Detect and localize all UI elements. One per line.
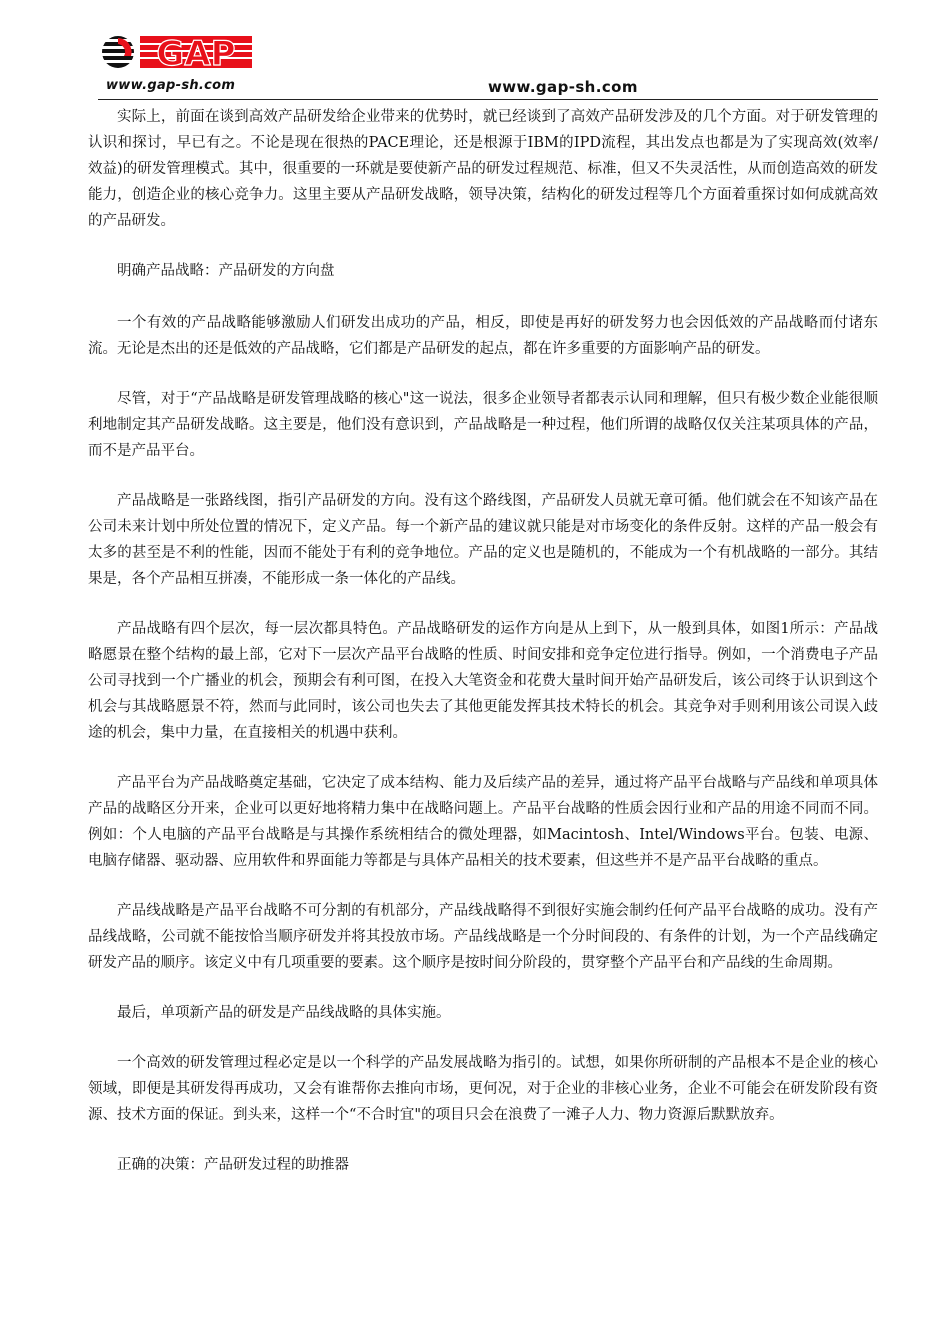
paragraph: 最后，单项新产品的研发是产品线战略的具体实施。 bbox=[117, 1005, 451, 1021]
document-body bbox=[88, 104, 878, 1204]
logo-letters: GAP bbox=[156, 34, 236, 74]
paragraph: 产品战略是一张路线图，指引产品研发的方向。没有这个路线图，产品研发人员就无章可循。他们就会在不知该产品在公司未来计划中所处位置的情况下，定义产品。每一个新产品的建议就只能是对市场变化的条件反射。这样的产品一般会有太多的甚至是不利的性能，因而不能处于有利的竞争地位。产品的定义也是随机的，不能成为一个有机战略的一部分。其结果是，各个产品相互拼凑，不能形成一条一体化的产品线。 bbox=[88, 493, 878, 587]
paragraph-intro: 实际上，前面在谈到高效产品研发给企业带来的优势时，就已经谈到了高效产品研发涉及的几个方面。对于研发管理的认识和探讨，早已有之。不论是现在很热的PACE理论，还是根源于IBM的IPD流程，其出发点也都是为了实现高效(效率/效益)的研发管理模式。其中，很重要的一环就是要使新产品的研发过程规范、标准，但又不失灵活性，从而创造高效的研发能力，创造企业的核心竞争力。这里主要从产品研发战略，领导决策，结构化的研发过程等几个方面着重探讨如何成就高效的产品研发。 bbox=[88, 109, 878, 229]
gap-logo bbox=[98, 28, 258, 98]
header-website-link[interactable]: www.gap-sh.com bbox=[488, 78, 638, 96]
paragraph: 产品平台为产品战略奠定基础，它决定了成本结构、能力及后续产品的差异，通过将产品平台战略与产品线和单项具体产品的战略区分开来，企业可以更好地将精力集中在战略问题上。产品平台战略的性质会因行业和产品的用途不同而不同。例如：个人电脑的产品平台战略是与其操作系统相结合的微处理器，如Macintosh、Intel/Windows平台。包装、电源、电脑存储器、驱动器、应用软件和界面能力等都是与具体产品相关的技术要素，但这些并不是产品平台战略的重点。 bbox=[88, 775, 878, 869]
paragraph: 产品线战略是产品平台战略不可分割的有机部分，产品线战略得不到很好实施会制约任何产品平台战略的成功。没有产品线战略，公司就不能按恰当顺序研发并将其投放市场。产品线战略是一个分时间段的、有条件的计划，为一个产品线确定研发产品的顺序。该定义中有几项重要的要素。这个顺序是按时间分阶段的，贯穿整个产品平台和产品线的生命周期。 bbox=[88, 903, 878, 971]
logo-url-text: www.gap-sh.com bbox=[106, 78, 236, 93]
paragraph: 尽管，对于“产品战略是研发管理战略的核心"这一说法，很多企业领导者都表示认同和理解，但只有极少数企业能很顺利地制定其产品研发战略。这主要是，他们没有意识到，产品战略是一种过程，他们所谓的战略仅仅关注某项具体的产品，而不是产品平台。 bbox=[88, 391, 878, 459]
gap-logo-icon bbox=[98, 30, 258, 76]
page-header bbox=[98, 28, 878, 100]
paragraph: 一个高效的研发管理过程必定是以一个科学的产品发展战略为指引的。试想，如果你所研制的产品根本不是企业的核心领域，即便是其研发得再成功，又会有谁帮你去推向市场，更何况，对于企业的非核心业务，企业不可能会在研发阶段有资源、技术方面的保证。到头来，这样一个“不合时宜"的项目只会在浪费了一滩子人力、物力资源后默默放弃。 bbox=[88, 1055, 878, 1123]
header-divider bbox=[98, 99, 878, 100]
paragraph: 一个有效的产品战略能够激励人们研发出成功的产品，相反，即使是再好的研发努力也会因低效的产品战略而付诸东流。无论是杰出的还是低效的产品战略，它们都是产品研发的起点，都在许多重要的方面影响产品的研发。 bbox=[88, 315, 878, 357]
section-heading-product-strategy: 明确产品战略：产品研发的方向盘 bbox=[117, 263, 335, 279]
section-heading-decision: 正确的决策：产品研发过程的助推器 bbox=[117, 1157, 349, 1173]
paragraph: 产品战略有四个层次，每一层次都具特色。产品战略研发的运作方向是从上到下，从一般到具体，如图1所示：产品战略愿景在整个结构的最上部，它对下一层次产品平台战略的性质、时间安排和竞争定位进行指导。例如，一个消费电子产品公司寻找到一个广播业的机会，预期会有利可图，在投入大笔资金和花费大量时间开始产品研发后，该公司终于认识到这个机会与其战略愿景不符，然而与此同时，该公司也失去了其他更能发挥其技术特长的机会。其竞争对手则利用该公司误入歧途的机会，集中力量，在直接相关的机遇中获利。 bbox=[88, 621, 878, 741]
